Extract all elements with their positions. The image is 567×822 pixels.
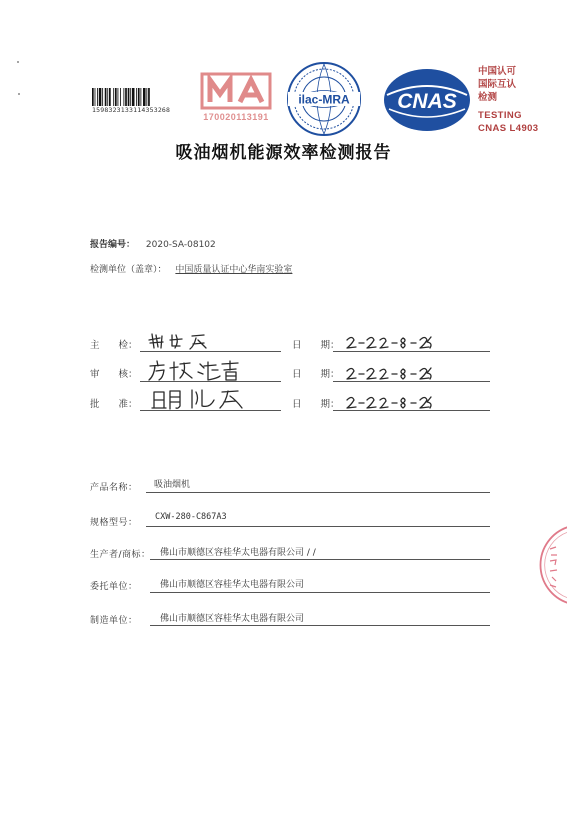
- reviewer-date-handwritten: [345, 364, 435, 382]
- barcode-bar: [109, 88, 111, 106]
- barcode-bar: [99, 88, 102, 106]
- ma-logo: [196, 68, 276, 114]
- barcode-bar: [128, 88, 130, 106]
- cnas-line: 中国认可: [478, 66, 517, 77]
- divider: [150, 625, 490, 626]
- report-title: 吸油烟机能源效率检测报告: [175, 143, 392, 163]
- manufacturer-value: 佛山市顺德区容桂华太电器有限公司: [160, 614, 305, 624]
- barcode-bar: [138, 88, 140, 106]
- report-number: [90, 237, 216, 250]
- inspector-date-label: 日 期：: [292, 340, 340, 351]
- official-seal-partial: [536, 525, 567, 605]
- speck: [18, 93, 20, 95]
- reviewer-signature: [146, 358, 244, 384]
- testing-unit: [90, 262, 292, 275]
- approver-label: 批 准：: [90, 399, 138, 410]
- barcode-number: 15983231331143532​68: [92, 106, 171, 114]
- model-label: 规格型号：: [90, 518, 138, 528]
- barcode-bar: [113, 88, 114, 106]
- inspector-label: 主 检：: [90, 340, 138, 351]
- cnas-logo: [381, 65, 473, 135]
- barcode-bar: [132, 88, 135, 106]
- ma-certificate-number: 170020113191: [203, 112, 269, 122]
- barcode-bar: [95, 88, 96, 106]
- barcode-bar: [136, 88, 137, 106]
- barcode-bar: [115, 88, 117, 106]
- barcode-bar: [143, 88, 146, 106]
- barcode-bar: [148, 88, 150, 106]
- divider: [150, 592, 490, 593]
- client-value: 佛山市顺德区容桂华太电器有限公司: [160, 580, 305, 590]
- cnas-line: 检测: [478, 92, 498, 103]
- cnas-caption-en: [478, 109, 539, 135]
- reviewer-date-label: 日 期：: [292, 369, 340, 380]
- cnas-caption-zh: [478, 65, 516, 104]
- barcode-bar: [123, 88, 124, 106]
- ilac-mra-logo: [285, 60, 363, 138]
- divider: [333, 351, 490, 352]
- divider: [150, 559, 490, 560]
- reviewer-label: 审 核：: [90, 369, 138, 380]
- model-value: CXW-280-C867A3: [155, 512, 227, 522]
- barcode-bar: [140, 88, 141, 106]
- maker-value: 佛山市顺德区容桂华太电器有限公司 / /: [160, 548, 316, 558]
- barcode: [92, 88, 178, 108]
- approver-date-label: 日 期：: [292, 399, 340, 410]
- barcode-bar: [118, 88, 119, 106]
- barcode-bar: [146, 88, 147, 106]
- product-name-value: 吸油烟机: [154, 480, 191, 490]
- cnas-line: CNAS L4903: [478, 123, 539, 134]
- client-label: 委托单位：: [90, 582, 138, 592]
- barcode-bar: [120, 88, 121, 106]
- speck: [17, 61, 19, 63]
- maker-label: 生产者/商标：: [90, 550, 151, 560]
- product-name-label: 产品名称：: [90, 483, 138, 493]
- cnas-text: CNAS: [397, 90, 457, 113]
- report-number-label: 报告编号：: [90, 240, 136, 250]
- testing-unit-label: 检测单位（盖章）：: [90, 265, 167, 275]
- cnas-line: 国际互认: [478, 79, 517, 90]
- cnas-line: TESTING: [478, 110, 522, 121]
- barcode-bar: [105, 88, 107, 106]
- report-number-value: 2020-SA-08102: [145, 240, 216, 250]
- barcode-bar: [125, 88, 127, 106]
- barcode-bar: [92, 88, 94, 106]
- divider: [146, 526, 490, 527]
- barcode-bar: [107, 88, 108, 106]
- manufacturer-label: 制造单位：: [90, 616, 138, 626]
- approver-signature: [150, 386, 246, 412]
- testing-unit-value: 中国质量认证中心华南实验室: [175, 265, 293, 275]
- barcode-bar: [130, 88, 131, 106]
- inspector-date-handwritten: [345, 333, 435, 351]
- inspector-signature: [146, 330, 216, 352]
- barcode-bar: [102, 88, 103, 106]
- divider: [146, 492, 490, 493]
- barcode-bar: [97, 88, 98, 106]
- approver-date-handwritten: [345, 393, 435, 411]
- ilac-text: ilac-MRA: [298, 92, 350, 107]
